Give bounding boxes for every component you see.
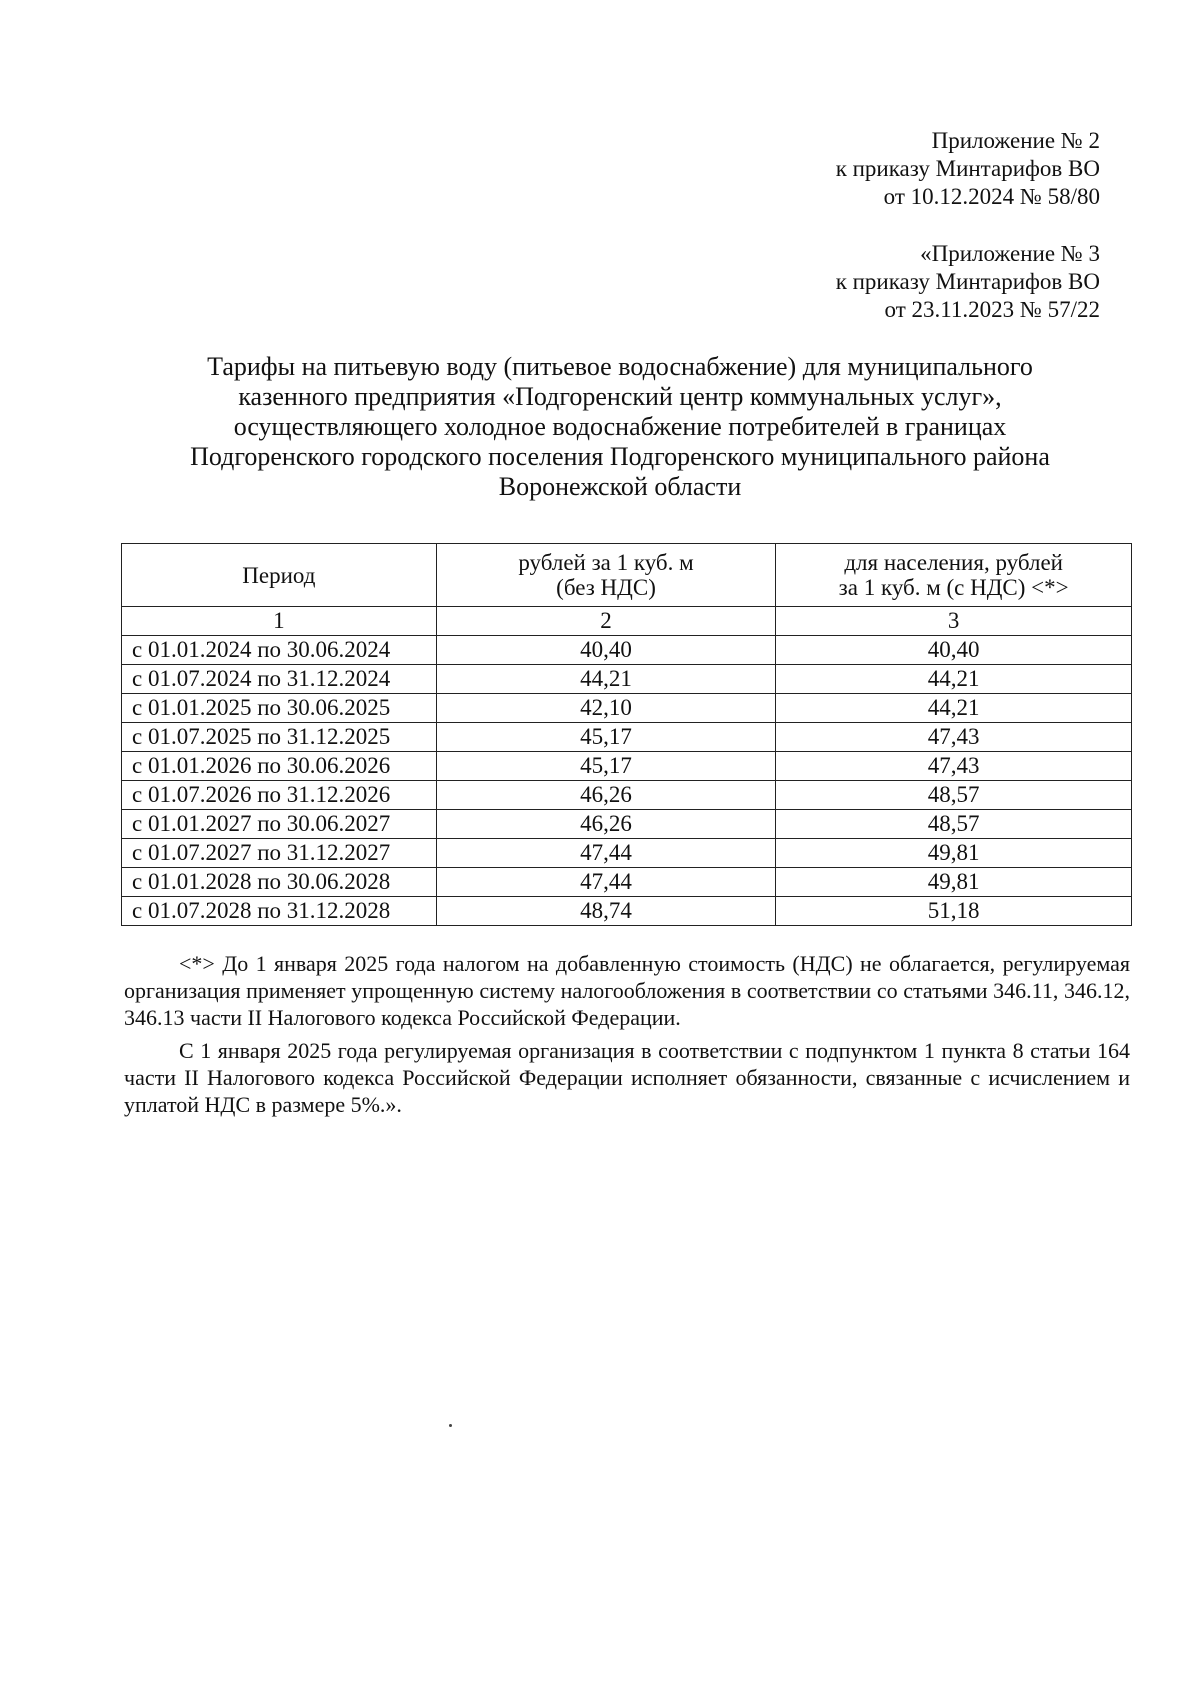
no-vat-cell: 48,74 (436, 897, 776, 926)
appendix-order-ref: к приказу Минтарифов ВО (835, 269, 1100, 294)
no-vat-cell: 45,17 (436, 723, 776, 752)
title-line: Тарифы на питьевую воду (питьевое водоснабжение) для муниципального (207, 352, 1033, 381)
population-cell: 49,81 (776, 868, 1132, 897)
column-number: 2 (436, 607, 776, 636)
period-cell: с 01.07.2024 по 31.12.2024 (122, 665, 437, 694)
table-row (122, 665, 1132, 694)
no-vat-cell: 47,44 (436, 868, 776, 897)
appendix-order-date: от 23.11.2023 № 57/22 (884, 297, 1100, 322)
column-header-population: для населения, рублей за 1 куб. м (с НДС) <*> (776, 544, 1132, 607)
period-cell: с 01.01.2027 по 30.06.2027 (122, 810, 437, 839)
appendix-number: Приложение № 2 (931, 128, 1100, 153)
appendix-order-ref: к приказу Минтарифов ВО (835, 156, 1100, 181)
table-row (122, 752, 1132, 781)
column-header-no-vat: рублей за 1 куб. м (без НДС) (436, 544, 776, 607)
table-row (122, 810, 1132, 839)
column-number: 1 (122, 607, 437, 636)
column-number: 3 (776, 607, 1132, 636)
title-line: осуществляющего холодное водоснабжение потребителей в границах (233, 412, 1007, 441)
no-vat-cell: 46,26 (436, 810, 776, 839)
period-cell: с 01.01.2026 по 30.06.2026 (122, 752, 437, 781)
no-vat-cell: 45,17 (436, 752, 776, 781)
table-row (122, 694, 1132, 723)
no-vat-cell: 46,26 (436, 781, 776, 810)
population-cell: 51,18 (776, 897, 1132, 926)
table-row (122, 868, 1132, 897)
population-cell: 44,21 (776, 665, 1132, 694)
footnote-vat-from-2025: С 1 января 2025 года регулируемая организация в соответствии с подпунктом 1 пункта 8 статьи 164 части II Налогового кодекса Российской Федерации исполняет обязанности, связанные с исчислением и уплатой НДС в размере 5%.». (124, 1038, 1130, 1117)
no-vat-cell: 47,44 (436, 839, 776, 868)
table-header-row (122, 544, 1132, 607)
footnote-vat-before-2025: <*> До 1 января 2025 года налогом на добавленную стоимость (НДС) не облагается, регулируемая организация применяет упрощенную систему налогообложения в соответствии со статьями 346.11, 346.12, 346.13 части II Налогового кодекса Российской Федерации. (124, 951, 1130, 1030)
title-line: казенного предприятия «Подгоренский центр коммунальных услуг», (238, 382, 1002, 411)
period-cell: с 01.01.2025 по 30.06.2025 (122, 694, 437, 723)
period-cell: с 01.07.2026 по 31.12.2026 (122, 781, 437, 810)
period-cell: с 01.07.2027 по 31.12.2027 (122, 839, 437, 868)
population-cell: 48,57 (776, 810, 1132, 839)
population-cell: 44,21 (776, 694, 1132, 723)
population-cell: 47,43 (776, 752, 1132, 781)
period-cell: с 01.07.2028 по 31.12.2028 (122, 897, 437, 926)
appendix-order-date: от 10.12.2024 № 58/80 (883, 184, 1100, 209)
no-vat-cell: 42,10 (436, 694, 776, 723)
population-cell: 47,43 (776, 723, 1132, 752)
column-number-row (122, 607, 1132, 636)
population-cell: 40,40 (776, 636, 1132, 665)
document-title (100, 352, 1140, 502)
footnotes (124, 950, 1130, 1124)
period-cell: с 01.01.2024 по 30.06.2024 (122, 636, 437, 665)
appendix-header-amended (836, 240, 1100, 324)
table-row (122, 636, 1132, 665)
table-row (122, 781, 1132, 810)
period-cell: с 01.01.2028 по 30.06.2028 (122, 868, 437, 897)
table-row (122, 839, 1132, 868)
no-vat-cell: 44,21 (436, 665, 776, 694)
population-cell: 48,57 (776, 781, 1132, 810)
table-row (122, 897, 1132, 926)
appendix-number: «Приложение № 3 (920, 241, 1100, 266)
column-header-period: Период (122, 544, 437, 607)
scan-speck (449, 1424, 452, 1427)
population-cell: 49,81 (776, 839, 1132, 868)
no-vat-cell: 40,40 (436, 636, 776, 665)
table-row (122, 723, 1132, 752)
period-cell: с 01.07.2025 по 31.12.2025 (122, 723, 437, 752)
appendix-header-current (836, 127, 1100, 211)
title-line: Подгоренского городского поселения Подгоренского муниципального района (190, 442, 1050, 471)
tariff-table (121, 543, 1132, 926)
title-line: Воронежской области (498, 472, 742, 501)
